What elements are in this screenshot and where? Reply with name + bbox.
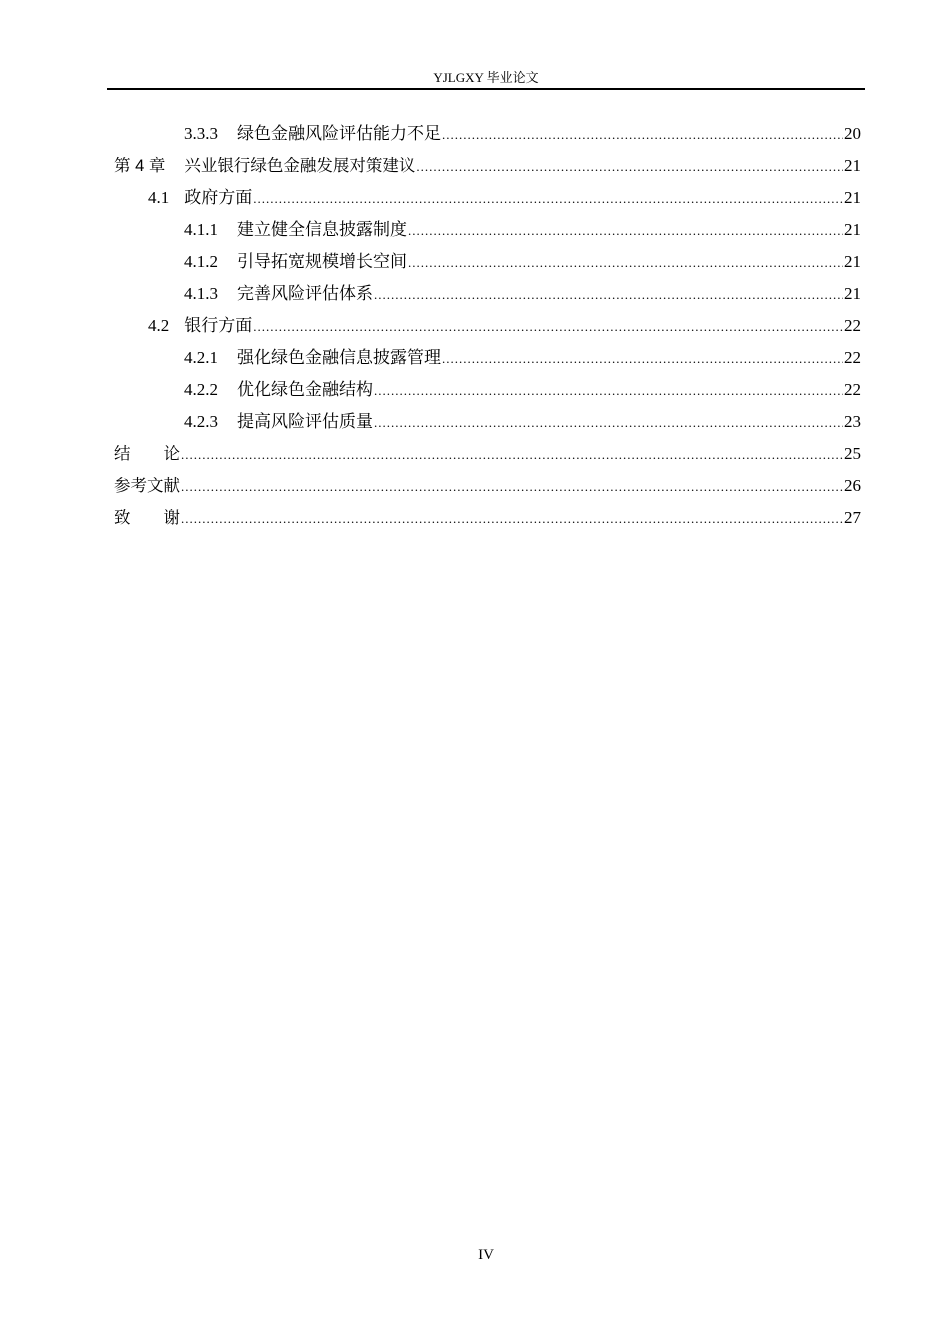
toc-entry-number: 4.1.3 xyxy=(184,284,218,303)
toc-entry-number: 4.2.3 xyxy=(184,412,218,431)
toc-entry-number: 4.1.1 xyxy=(184,220,218,239)
toc-entry-page: 26 xyxy=(844,476,861,495)
toc-entry-title: 优化绿色金融结构 xyxy=(237,380,373,399)
toc-entry-title: 政府方面 xyxy=(184,188,253,207)
toc-entry-page: 21 xyxy=(844,188,861,207)
toc-dot-leader xyxy=(181,503,843,535)
toc-dot-leader xyxy=(181,471,843,503)
toc-entry-page: 23 xyxy=(844,412,861,431)
page-number: IV xyxy=(478,1247,494,1263)
toc-entry-title: 参考文献 xyxy=(114,477,180,495)
toc-entry-page: 21 xyxy=(844,156,861,175)
toc-entry[interactable] xyxy=(114,214,861,246)
toc-entry-number: 4.1.2 xyxy=(184,252,218,271)
toc-entry-title: 结 论 xyxy=(114,445,180,463)
toc-dot-leader xyxy=(408,215,843,247)
toc-entry[interactable] xyxy=(114,470,861,502)
toc-dot-leader xyxy=(253,183,843,215)
toc-entry-title: 绿色金融风险评估能力不足 xyxy=(237,124,441,143)
toc-entry-title: 完善风险评估体系 xyxy=(237,284,373,303)
toc-entry-page: 21 xyxy=(844,252,861,271)
toc-entry[interactable] xyxy=(114,438,861,470)
toc-dot-leader xyxy=(416,151,843,183)
header-text: YJLGXY 毕业论文 xyxy=(433,70,539,85)
toc-dot-leader xyxy=(374,375,843,407)
toc-entry-page: 21 xyxy=(844,220,861,239)
toc-entry-page: 21 xyxy=(844,284,861,303)
toc-entry[interactable] xyxy=(114,278,861,310)
toc-entry-title: 强化绿色金融信息披露管理 xyxy=(237,348,441,367)
toc-dot-leader xyxy=(442,119,843,151)
toc-entry[interactable] xyxy=(114,342,861,374)
toc-entry-number: 4.2.1 xyxy=(184,348,218,367)
toc-entry-page: 22 xyxy=(844,316,861,335)
page-header xyxy=(107,68,865,90)
toc-entry-title: 引导拓宽规模增长空间 xyxy=(237,252,407,271)
toc-entry-title: 建立健全信息披露制度 xyxy=(237,220,407,239)
toc-entry[interactable] xyxy=(114,246,861,278)
toc-entry-title: 兴业银行绿色金融发展对策建议 xyxy=(184,157,416,175)
toc-entry-number: 4.2 xyxy=(148,316,170,335)
toc-entry[interactable] xyxy=(114,118,861,150)
toc-entry-page: 20 xyxy=(844,124,861,143)
toc-entry[interactable] xyxy=(114,182,861,214)
toc-entry-page: 22 xyxy=(844,380,861,399)
toc-entry-number: 第 4 章 xyxy=(114,157,166,175)
toc-dot-leader xyxy=(374,279,843,311)
toc-entry-page: 27 xyxy=(844,508,861,527)
toc-entry-page: 25 xyxy=(844,444,861,463)
toc-dot-leader xyxy=(408,247,843,279)
toc-entry-number: 3.3.3 xyxy=(184,124,218,143)
toc-entry-number: 4.1 xyxy=(148,188,170,207)
toc-entry-title: 提高风险评估质量 xyxy=(237,412,373,431)
toc-dot-leader xyxy=(253,311,843,343)
toc-entry[interactable] xyxy=(114,502,861,534)
toc-dot-leader xyxy=(442,343,843,375)
toc-dot-leader xyxy=(181,439,843,471)
toc-entry-title: 致 谢 xyxy=(114,509,180,527)
toc-entry[interactable] xyxy=(114,374,861,406)
toc-entry[interactable] xyxy=(114,406,861,438)
toc-entry[interactable] xyxy=(114,310,861,342)
toc-entry-page: 22 xyxy=(844,348,861,367)
toc-entry-number: 4.2.2 xyxy=(184,380,218,399)
table-of-contents xyxy=(114,118,861,534)
toc-entry[interactable] xyxy=(114,150,861,182)
toc-dot-leader xyxy=(374,407,843,439)
toc-entry-title: 银行方面 xyxy=(184,316,253,335)
